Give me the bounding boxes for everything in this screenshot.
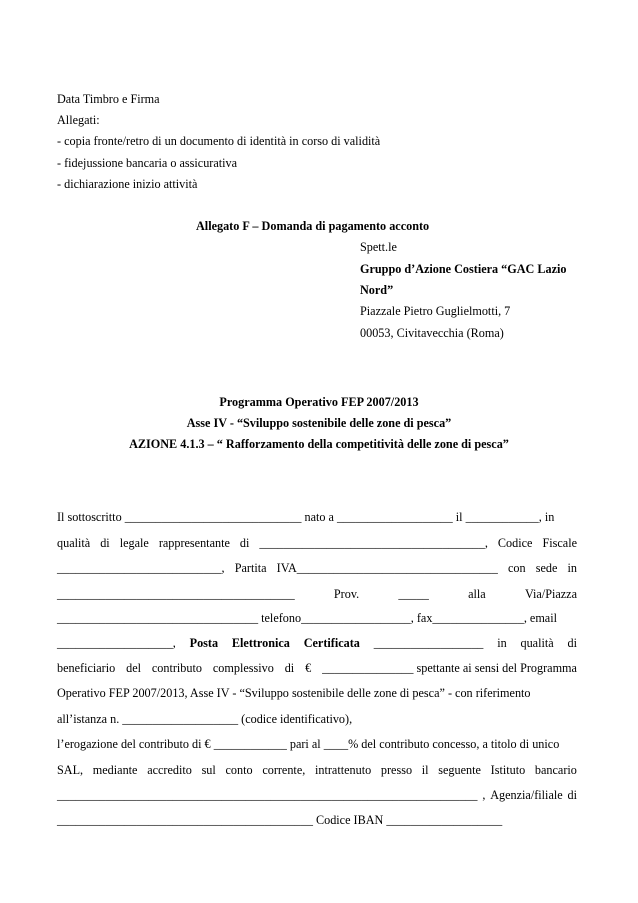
body-word: l’erogazione del contributo di € ____________ pari al ____% del contributo concesso, a titolo di unico [57,737,560,751]
body-line [57,788,577,803]
body-word: Via/Piazza [524,587,577,601]
program-axis: Asse IV - “Sviluppo sostenibile delle zone di pesca” [186,416,452,430]
body-word: all’istanza n. ___________________ (codice identificativo), [57,712,353,726]
body-word: qualità [520,636,554,650]
body-word: ___________________________, [57,561,225,575]
body-word: Certificata [303,636,360,650]
body-word: conto [225,763,253,777]
body-word: qualità [57,536,91,550]
body-word: del [126,661,141,675]
body-word: il [421,763,429,777]
body-word: accredito [147,763,192,777]
body-word: Partita [234,561,267,575]
recipient-city: 00053, Civitavecchia (Roma) [360,326,504,340]
body-word: Istituto [490,763,526,777]
body-word: SAL, [57,763,84,777]
body-line [57,510,577,525]
program-action: AZIONE 4.1.3 – “ Rafforzamento della competitività delle zone di pesca” [129,437,509,451]
body-word: _____________________________________, [259,536,488,550]
body-word: di [100,536,110,550]
body-line [57,636,577,651]
body-word: seguente [438,763,481,777]
body-word: IVA_________________________________ [276,561,498,575]
body-word: sul [201,763,216,777]
body-line [57,611,577,626]
body-line [57,737,577,752]
body-word: Operativo FEP 2007/2013, Asse IV - “Sviluppo sostenibile delle zone di pesca” - con riferimento [57,686,531,700]
body-word: Posta [189,636,219,650]
body-line [57,536,577,551]
body-word: di [239,536,250,550]
body-word: presso [380,763,413,777]
body-line [57,813,577,828]
body-word: Codice [497,536,533,550]
attachments-label: Allegati: [57,113,100,127]
body-word: beneficiario [57,661,116,675]
body-word: _______________ spettante ai sensi del Programma [322,661,577,675]
body-word: in [567,561,577,575]
body-word: bancario [534,763,577,777]
attachment-item: - dichiarazione inizio attività [57,177,198,191]
body-word: alla [468,587,486,601]
body-word: _____ [398,587,429,601]
body-word: _________________________________ telefono__________________, fax_______________, email [57,611,557,625]
body-word: Prov. [333,587,360,601]
body-word: Il sottoscritto _____________________________ nato a ___________________ il ____________, in [57,510,555,524]
body-line [57,661,577,676]
body-line [57,587,577,602]
recipient-address: Piazzale Pietro Guglielmotti, 7 [360,304,511,318]
body-word: sede [535,561,558,575]
attachment-item: - copia fronte/retro di un documento di identità in corso di validità [57,134,381,148]
body-word: intrattenuto [315,763,372,777]
annex-title: Allegato F – Domanda di pagamento acconto [196,219,430,233]
body-word: di [567,788,577,802]
body-word: con [507,561,526,575]
body-word: ___________________, [57,636,176,650]
body-word: rappresentante [158,536,230,550]
recipient-org-line1: Gruppo d’Azione Costiera “GAC Lazio [360,262,567,276]
body-word: in [497,636,507,650]
body-word: Agenzia/filiale [490,788,563,802]
body-line [57,561,577,576]
program-title: Programma Operativo FEP 2007/2013 [219,395,419,409]
body-word: contributo [151,661,202,675]
body-word: complessivo [212,661,274,675]
recipient-salutation: Spett.le [360,240,397,254]
body-word: legale [119,536,149,550]
body-word: di [284,661,295,675]
body-word: Fiscale [542,536,577,550]
body-word: Elettronica [231,636,290,650]
body-line [57,712,577,727]
attachment-item: - fidejussione bancaria o assicurativa [57,156,238,170]
body-word: corrente, [262,763,306,777]
body-line [57,686,577,701]
body-word: __________________________________________ Codice IBAN ___________________ [57,813,503,827]
body-word: _____________________________________________________________________ [57,788,478,802]
body-word: mediante [92,763,138,777]
body-word: di [567,636,577,650]
body-word: _______________________________________ [57,587,295,601]
body-word: , [482,788,486,802]
recipient-org-line2: Nord” [360,283,394,297]
signature-line: Data Timbro e Firma [57,92,160,106]
body-word: __________________ [373,636,484,650]
body-line [57,763,577,778]
body-word: € [305,661,312,675]
